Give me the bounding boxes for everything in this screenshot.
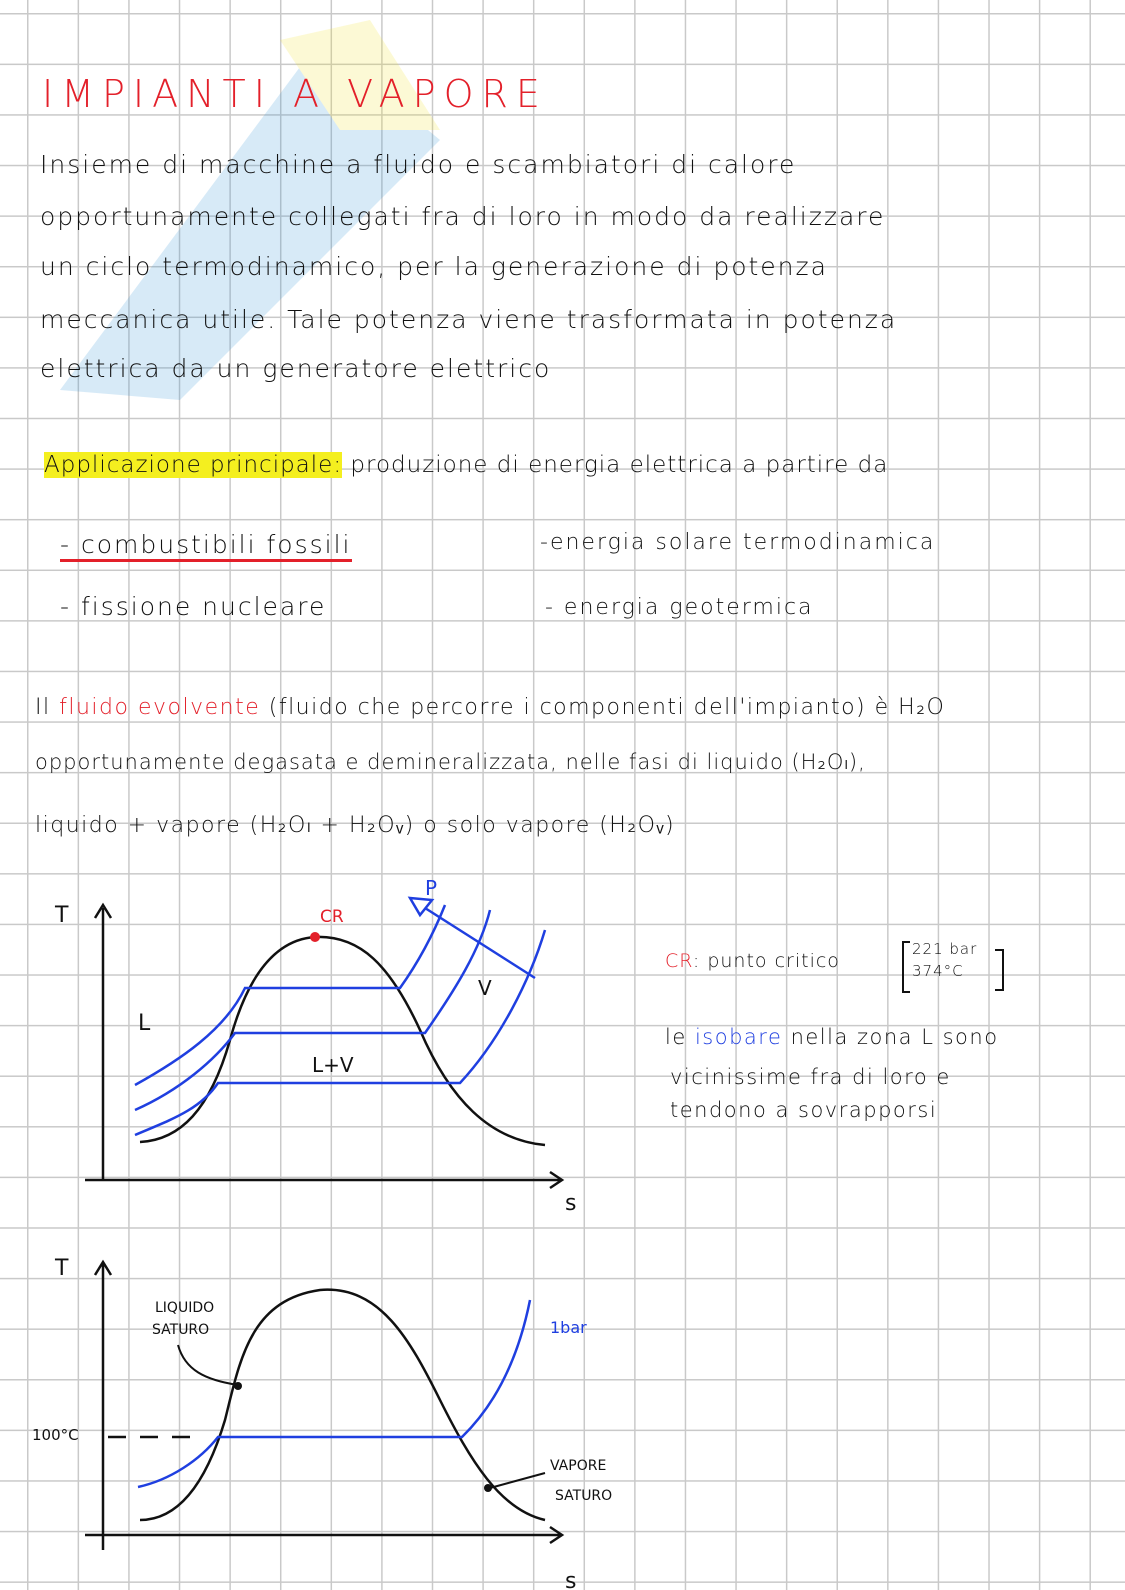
saturated-liquid-label: SATURO <box>152 1322 210 1338</box>
y-axis-label: T <box>55 903 69 928</box>
source-solar: -energia solare termodinamica <box>540 530 936 555</box>
critical-label: CR <box>320 907 344 927</box>
fluid-line1: (fluido che percorre i componenti dell'impianto) è H₂O <box>268 695 946 720</box>
cr-label: CR <box>665 950 693 972</box>
ts-diagram-1 <box>54 876 576 1216</box>
liquid-leader <box>178 1345 238 1385</box>
iso-line3: tendono a sovrapporsi <box>670 1098 938 1122</box>
x-axis-label: s <box>565 1191 577 1216</box>
source-geothermal: - energia geotermica <box>545 595 814 620</box>
source-nuclear: - fissione nucleare <box>60 592 327 621</box>
fluid-prefix: Il <box>35 695 51 720</box>
saturated-vapor-label: VAPORE <box>550 1458 607 1474</box>
intro-line: un ciclo termodinamico, per la generazione di potenza <box>40 252 828 281</box>
intro-line: opportunamente collegati fra di loro in modo da realizzare <box>40 202 886 231</box>
fluid-line3: liquido + vapore (H₂Oₗ + H₂Oᵥ) o solo vapore (H₂Oᵥ) <box>35 813 676 838</box>
saturated-liquid-label: LIQUIDO <box>155 1300 215 1316</box>
iso-line2: vicinissime fra di loro e <box>670 1065 951 1089</box>
iso-line1: nella zona L sono <box>790 1025 999 1049</box>
page-title: IMPIANTI A VAPORE <box>42 72 548 116</box>
x-axis-label: s <box>565 1569 577 1590</box>
saturated-vapor-point <box>484 1484 492 1492</box>
bracket-right <box>995 950 1003 990</box>
x-axis <box>85 1172 562 1188</box>
fluid-term: fluido evolvente <box>59 695 261 720</box>
pressure-label: P <box>425 876 438 900</box>
isobar <box>135 905 445 1085</box>
fluid-line2: opportunamente degasata e demineralizzata, nelle fasi di liquido (H₂Oₗ), <box>35 750 866 774</box>
isobar-label: 1bar <box>550 1318 587 1337</box>
saturated-liquid-point <box>234 1382 242 1390</box>
application-label: Applicazione principale: <box>44 452 343 478</box>
intro-line: elettrica da un generatore elettrico <box>40 354 552 383</box>
x-axis <box>85 1527 562 1543</box>
saturated-vapor-label: SATURO <box>555 1488 613 1504</box>
liquid-region-label: L <box>138 1011 151 1036</box>
critical-point <box>310 932 320 942</box>
temperature-label: 100°C <box>32 1426 79 1444</box>
mix-region-label: L+V <box>312 1053 354 1077</box>
vapor-leader <box>490 1473 545 1488</box>
bracket-left <box>903 942 910 992</box>
intro-line: Insieme di macchine a fluido e scambiatori di calore <box>40 150 797 179</box>
cr-temperature: 374°C <box>912 962 964 980</box>
vapor-region-label: V <box>478 976 492 1000</box>
y-axis-label: T <box>55 1256 69 1281</box>
application-text: produzione di energia elettrica a partire da <box>350 452 889 478</box>
source-fossil: - combustibili fossili <box>60 530 352 562</box>
iso-prefix: le <box>665 1025 687 1049</box>
y-axis <box>95 905 111 1180</box>
intro-line: meccanica utile. Tale potenza viene trasformata in potenza <box>40 305 898 334</box>
iso-term: isobare <box>694 1025 783 1049</box>
ts-diagram-2 <box>32 1256 612 1590</box>
cr-pressure: 221 bar <box>912 940 978 958</box>
y-axis <box>95 1262 111 1550</box>
cr-text: : punto critico <box>692 950 840 972</box>
